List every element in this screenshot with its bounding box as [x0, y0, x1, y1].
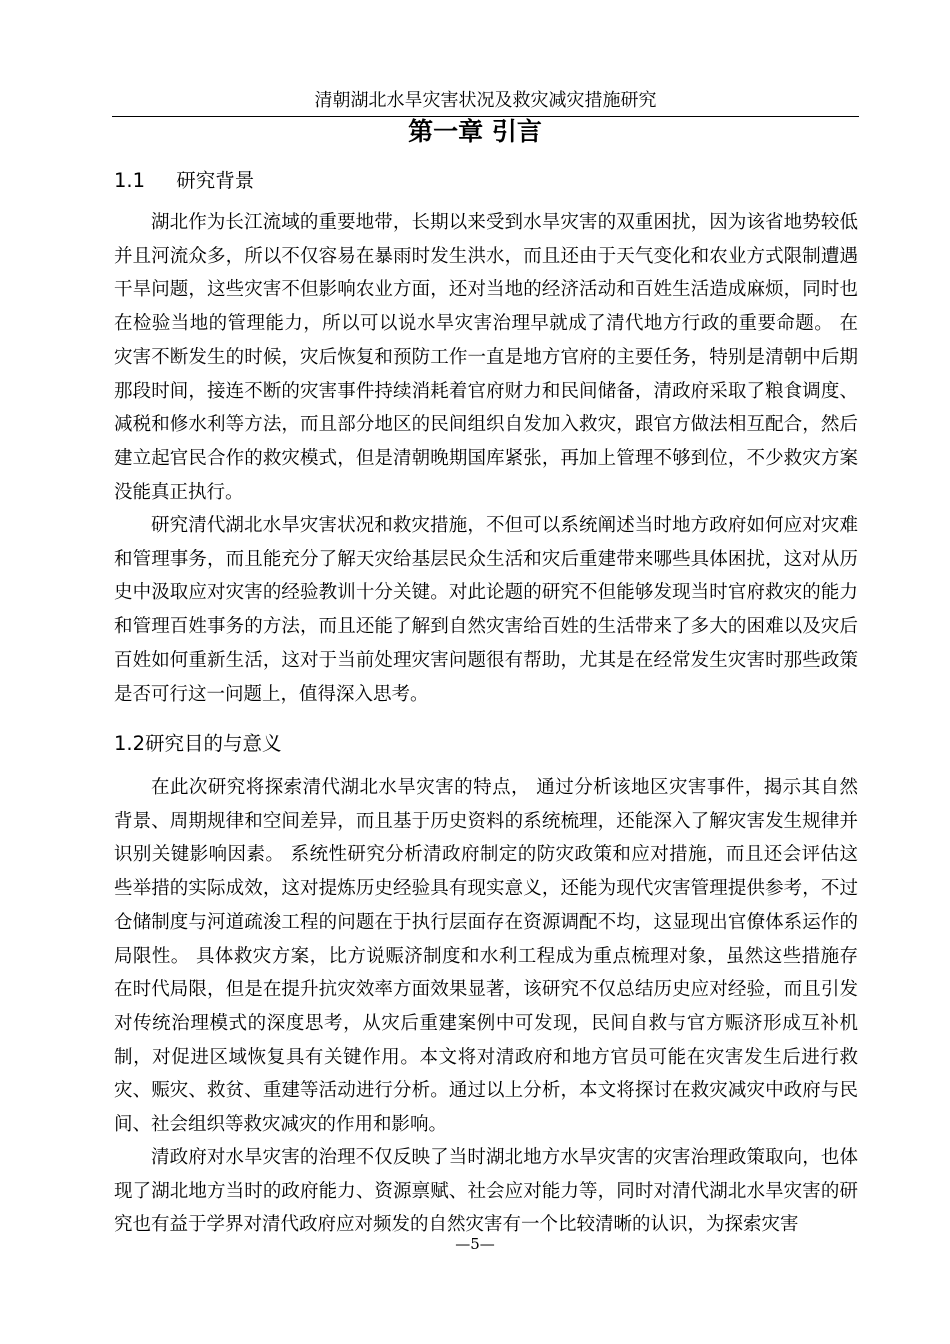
section-heading-1-2	[114, 729, 282, 759]
running-header: 清朝湖北水旱灾害状况及救灾减灾措施研究	[112, 88, 859, 117]
paragraph: 湖北作为长江流域的重要地带，长期以来受到水旱灾害的双重困扰，因为该省地势较低并且河流众多，所以不仅容易在暴雨时发生洪水，而且还由于天气变化和农业方式限制遭遇干旱问题，这些灾害不但影响农业方面，还对当地的经济活动和百姓生活造成麻烦，同时也在检验当地的管理能力，所以可以说水旱灾害治理早就成了清代地方行政的重要命题。 在灾害不断发生的时候，灾后恢复和预防工作一直是地方官府的主要任务，特别是清朝中后期那段时间，接连不断的灾害事件持续消耗着官府财力和民间储备，清政府采取了粮食调度、减税和修水利等方法，而且部分地区的民间组织自发加入救灾，跟官方做法相互配合，然后建立起官民合作的救灾模式，但是清朝晚期国库紧张，再加上管理不够到位，不少救灾方案没能真正执行。	[114, 212, 858, 503]
section-title: 研究目的与意义	[145, 732, 282, 755]
paragraph: 研究清代湖北水旱灾害状况和救灾措施，不但可以系统阐述当时地方政府如何应对灾难和管理事务，而且能充分了解天灾给基层民众生活和灾后重建带来哪些具体困扰，这对从历史中汲取应对灾害的经验教训十分关键。对此论题的研究不但能够发现当时官府救灾的能力和管理百姓事务的方法，而且还能了解到自然灾害给百姓的生活带来了多大的困难以及灾后百姓如何重新生活，这对于当前处理灾害问题很有帮助，尤其是在经常发生灾害时那些政策是否可行这一问题上，值得深入思考。	[114, 515, 858, 705]
chapter-title: 第一章 引言	[408, 117, 542, 146]
section-heading-1-1	[114, 166, 254, 196]
section-number: 1.1	[114, 169, 146, 192]
page-number: —5—	[455, 1235, 495, 1253]
paragraph: 清政府对水旱灾害的治理不仅反映了当时湖北地方水旱灾害的灾害治理政策取向，也体现了湖北地方当时的政府能力、资源禀赋、社会应对能力等，同时对清代湖北水旱灾害的研究也有益于学界对清代政府应对频发的自然灾害有一个比较清晰的认识，为探索灾害	[114, 1147, 858, 1236]
section-title: 研究背景	[176, 169, 255, 192]
section-number: 1.2	[114, 732, 146, 755]
paragraph: 在此次研究将探索清代湖北水旱灾害的特点， 通过分析该地区灾害事件，揭示其自然背景、周期规律和空间差异，而且基于历史资料的系统梳理，还能深入了解灾害发生规律并识别关键影响因素。 系统性研究分析清政府制定的防灾政策和应对措施，而且还会评估这些举措的实际成效，这对提炼历史经验具有现实意义，还能为现代灾害管理提供参考，不过仓储制度与河道疏浚工程的问题在于执行层面存在资源调配不均，这显现出官僚体系运作的局限性。 具体救灾方案，比方说赈济制度和水利工程成为重点梳理对象，虽然这些措施存在时代局限，但是在提升抗灾效率方面效果显著，该研究不仅总结历史应对经验，而且引发对传统治理模式的深度思考，从灾后重建案例中可发现，民间自救与官方赈济形成互补机制，对促进区域恢复具有关键作用。本文将对清政府和地方官员可能在灾害发生后进行救灾、赈灾、救贫、重建等活动进行分析。通过以上分析，本文将探讨在救灾减灾中政府与民间、社会组织等救灾减灾的作用和影响。	[114, 777, 858, 1136]
